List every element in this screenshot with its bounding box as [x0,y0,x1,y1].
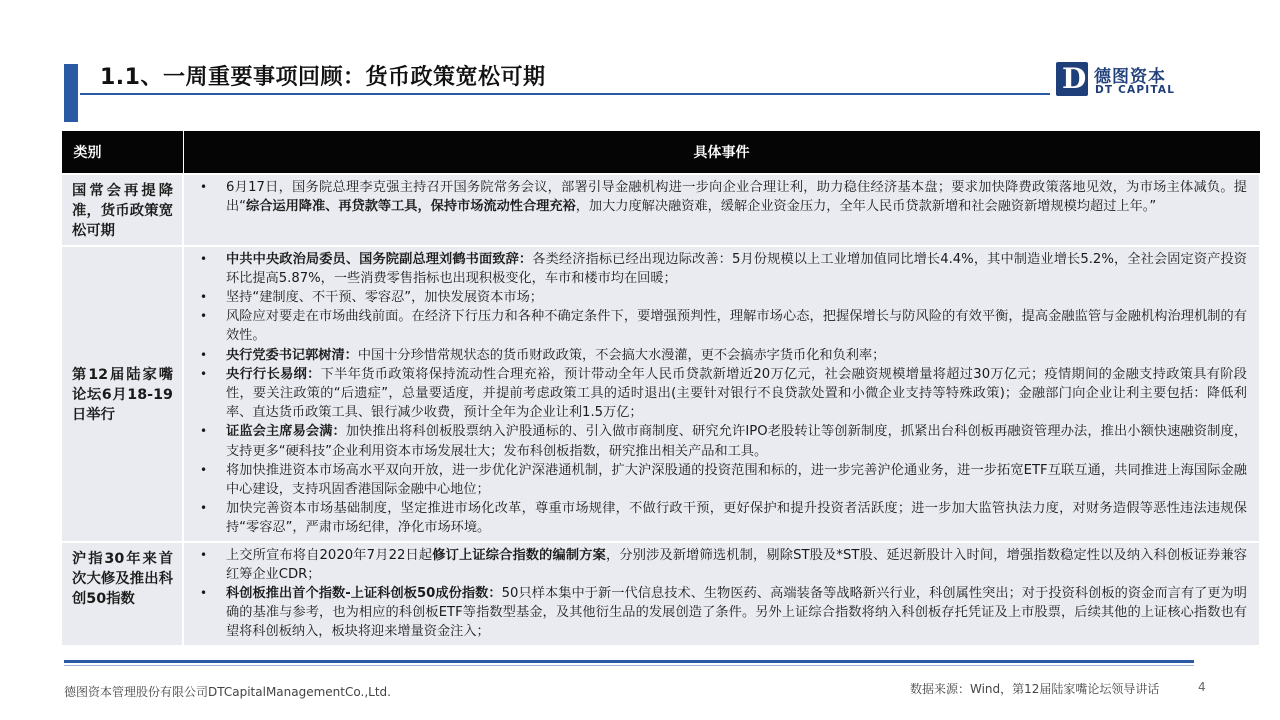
event-text: 上交所宣布将自2020年7月22日起 [226,547,433,563]
event-highlight: 科创板推出首个指数-上证科创板50成份指数： [226,585,502,601]
event-text: ，加大力度解决融资难，缓解企业资金压力，全年人民币贷款新增和社会融资新增规模均超过上年。” [575,198,1157,214]
event-text: 下半年货币政策将保持流动性合理充裕，预计带动全年人民币贷款新增近20万亿元，社会融资规模增量将超过30万亿元；疫情期间的金融支持政策具有阶段性，要关注政策的“后遗症”，总量要适度，并提前考虑政策工具的适时退出(主要针对银行不良贷款处置和小微企业支持等特殊政策)；金融部门向企业让利主要包括：降低利率、直达货币政策工具、银行减少收费，预计全年为企业让利1.5万亿； [226,366,1247,421]
event-text: 6月17日，国务院总理李克强主持召开国务院常务会议，部署引导金融机构进一步向企业合理让利，助力稳住经济基本盘；要求加快降费政策落地见效，为市场主体减负。提出“ [226,179,1247,214]
event-speaker: 央行党委书记郭树清： [226,347,358,363]
event-text: 坚持“建制度、不干预、零容忍”，加快发展资本市场； [226,289,543,305]
company-logo [1054,62,1194,98]
event-item [188,346,1247,365]
event-item [188,307,1247,345]
event-text: 中国十分珍惜常规状态的货币财政政策，不会搞大水漫灌，更不会搞赤字货币化和负利率； [357,347,886,363]
footer-divider-thin [64,665,1194,666]
event-item [188,365,1247,423]
table-row [61,246,1260,542]
events-table [60,130,1261,647]
table-row [61,542,1260,646]
event-text: 加快完善资本市场基础制度，坚定推进市场化改革，尊重市场规律，不做行政干预，更好保护和提升投资者活跃度；进一步加大监管执法力度，对财务造假等恶性违法违规保持“零容忍”，严肃市场纪律，净化市场环境。 [226,501,1247,536]
table-row [61,174,1260,246]
row-events [183,246,1260,542]
event-speaker: 中共中央政治局委员、国务院副总理刘鹤书面致辞： [226,251,533,267]
event-highlight: 修订上证综合指数的编制方案 [432,547,606,563]
event-text: 各类经济指标已经出现边际改善：5月份规模以上工业增加值同比增长4.4%，其中制造业增长5.2%，全社会固定资产投资环比提高5.87%，一些消费零售指标也出现积极变化，车市和楼市均在回暖； [226,251,1247,286]
event-item [188,250,1247,288]
event-text: 将加快推进资本市场高水平双向开放，进一步优化沪深港通机制，扩大沪深股通的投资范围和标的，进一步完善沪伦通业务，进一步拓宽ETF互联互通，共同推进上海国际金融中心建设，支持巩固香港国际金融中心地位； [226,462,1247,497]
event-text: 风险应对要走在市场曲线前面。在经济下行压力和各种不确定条件下，要增强预判性，理解市场心态，把握保增长与防风险的有效平衡，提高金融监管与金融机构治理机制的有效性。 [226,309,1247,344]
row-category: 国常会再提降准，货币政策宽松可期 [61,174,183,246]
row-events [183,174,1260,246]
event-item [188,499,1247,537]
page-title: 1.1、一周重要事项回顾：货币政策宽松可期 [100,65,546,90]
event-item [188,422,1247,460]
event-speaker: 央行行长易纲： [226,366,321,382]
logo-mark-letter: D [1062,62,1087,95]
header-category: 类别 [61,131,183,174]
event-item [188,288,1247,307]
title-accent-bar [64,64,78,122]
event-item [188,546,1247,584]
event-item [188,461,1247,499]
event-speaker: 证监会主席易会满： [226,424,346,440]
footer-divider [64,660,1194,663]
title-divider [80,93,1050,95]
footer-source: 数据来源：Wind，第12届陆家嘴论坛领导讲话 [910,682,1160,696]
header-events: 具体事件 [183,131,1260,174]
event-item [188,584,1247,642]
event-item [188,178,1247,216]
logo-name-cn: 德图资本 [1094,67,1166,87]
event-text: ，分别涉及新增筛选机制，剔除ST股及*ST股、延迟新股计入时间，增强指数稳定性以及纳入科创板证券兼容红筹企业CDR； [226,547,1247,582]
logo-mark-icon [1056,62,1088,96]
event-highlight: 综合运用降准、再贷款等工具，保持市场流动性合理充裕 [246,198,576,214]
footer-company: 德图资本管理股份有限公司DTCapitalManagementCo.,Ltd. [64,685,391,699]
row-category: 沪指30年来首次大修及推出科创50指数 [61,542,183,646]
event-text: 50只样本集中于新一代信息技术、生物医药、高端装备等战略新兴行业，科创属性突出；对于投资科创板的资金而言有了更为明确的基准与参考，也为相应的科创板ETF等指数型基金，及其他衍生品的发展创造了条件。另外上证综合指数将纳入科创板存托凭证及上市股票，后续其他的上证核心指数也有望将科创板纳入，板块将迎来增量资金注入； [226,585,1247,640]
logo-name-en: DT CAPITAL [1095,84,1176,96]
page-number: 4 [1198,680,1206,694]
row-category: 第12届陆家嘴论坛6月18-19日举行 [61,246,183,542]
event-text: 加快推出将科创板股票纳入沪股通标的、引入做市商制度、研究允许IPO老股转让等创新制度，抓紧出台科创板再融资管理办法，推出小额快速融资制度，支持更多“硬科技”企业利用资本市场发展壮大；发布科创板指数，研究推出相关产品和工具。 [226,424,1248,459]
row-events [183,542,1260,646]
table-header-row [61,131,1260,174]
